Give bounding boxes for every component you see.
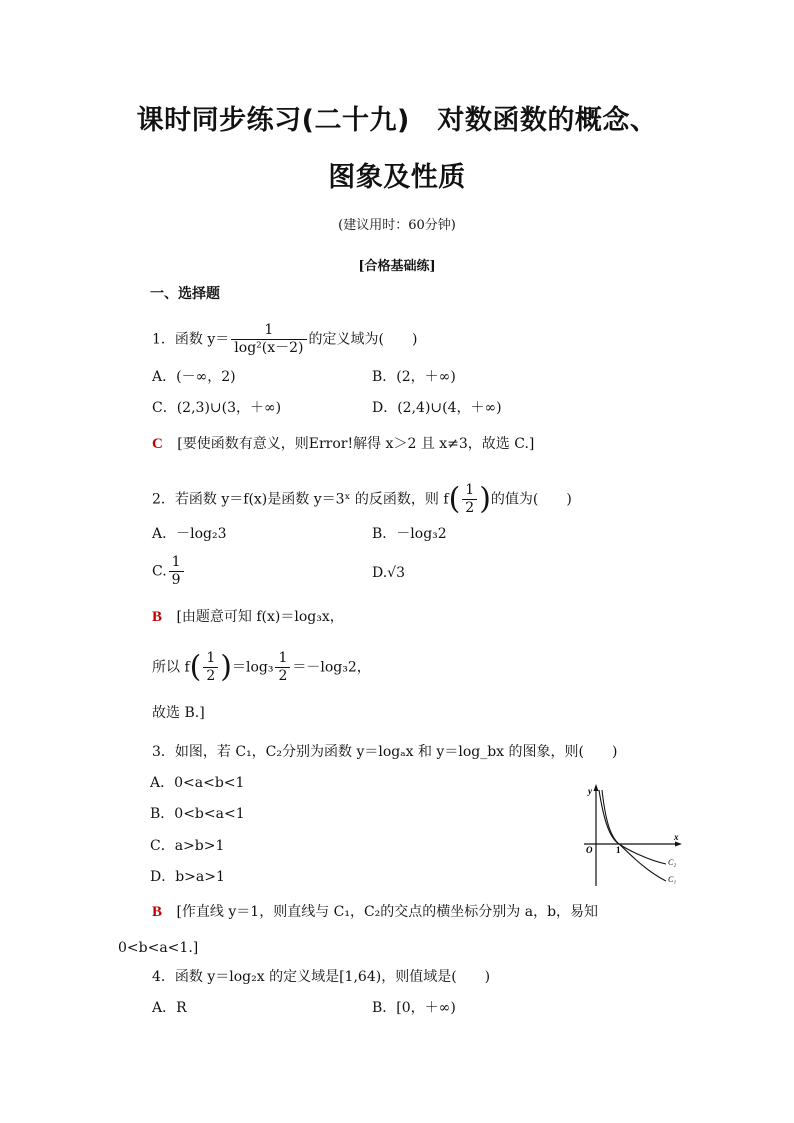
q2-option-c-num: 1 (171, 554, 181, 570)
q2-frac-den: 2 (462, 499, 477, 517)
page-title-line1: 课时同步练习(二十九) 对数函数的概念、 (136, 105, 658, 136)
y-axis-arrow-icon (594, 784, 599, 791)
q2-exp2-frac2-den: 2 (275, 667, 290, 685)
q1-option-d: D．(2,4)∪(4，＋∞) (372, 400, 502, 416)
q2-option-c-fraction (169, 554, 184, 589)
q4-option-b: B．[0，＋∞) (372, 1000, 456, 1016)
question-2-stem: 2．若函数 y＝f(x)是函数 y＝3ˣ 的反函数，则 f( $\frac{1}{2}$ )的值为( ) (152, 481, 572, 517)
q3-explanation-1: [作直线 y＝1，则直线与 C₁，C₂的交点的横坐标分别为 a，b，易知 (176, 904, 599, 920)
question-4-stem: 4．函数 y＝log₂x 的定义域是[1,64)，则值域是( ) (152, 969, 491, 985)
question-3-stem: 3．如图，若 C₁，C₂分别为函数 y＝logₐx 和 y＝log_bx 的图象，则( ) (152, 744, 618, 760)
q3-option-d: D．b>a>1 (150, 869, 225, 885)
q1-option-c: C．(2,3)∪(3，＋∞) (152, 400, 282, 416)
q2-fraction (462, 482, 477, 517)
q2-prefix: 2．若函数 y＝f(x)是函数 y＝3ˣ 的反函数，则 f (152, 491, 449, 508)
q1-frac-den: log²(x－2) (231, 339, 306, 357)
q1-option-a: A．(－∞，2) (152, 369, 236, 385)
page-title-line2: 图象及性质 (328, 162, 466, 193)
graph-x-label: x (674, 832, 679, 842)
q3-option-c: C．a>b>1 (150, 838, 225, 854)
q1-answer: C (152, 436, 163, 452)
q2-exp2-frac-num: 1 (206, 650, 216, 666)
q3-graph (578, 782, 684, 890)
graph-one-label: 1 (616, 845, 621, 855)
q2-suffix: 的值为( ) (490, 491, 572, 508)
question-1-stem (152, 322, 417, 357)
q2-answer: B (152, 609, 163, 625)
q2-option-a: A．－log₂3 (152, 526, 227, 542)
q2-option-c-den: 9 (169, 571, 184, 589)
q1-answer-line (152, 434, 534, 454)
q2-exp2-fraction-2 (275, 650, 290, 685)
q2-option-d: D.√3 (372, 565, 406, 581)
q4-option-a: A．R (152, 1000, 187, 1016)
q2-explanation-1: [由题意可知 f(x)＝log₃x， (176, 609, 344, 625)
q2-exp2-prefix: 所以 f (152, 659, 190, 676)
graph-c2-label: C₂ (668, 858, 677, 867)
q3-explanation-2: 0<b<a<1.] (118, 940, 199, 956)
q2-exp2-mid: ＝log₃ (232, 659, 274, 676)
q3-answer-line (152, 902, 598, 922)
q1-prefix: 1．函数 y＝ (152, 331, 230, 348)
graph-y-label: y (588, 786, 592, 796)
q2-explanation-3: 故选 B.] (152, 705, 205, 721)
q2-exp2-frac-den: 2 (203, 667, 218, 685)
q2-option-b: B．－log₃2 (372, 526, 447, 542)
q3-answer: B (152, 904, 163, 920)
q2-answer-line (152, 607, 344, 627)
q2-exp2-suffix: ＝－log₃2， (292, 659, 371, 676)
q2-option-c-label: C. (152, 563, 167, 580)
q3-option-a: A．0<a<b<1 (150, 775, 245, 791)
q1-explanation: [要使函数有意义，则Error!解得 x＞2 且 x≠3，故选 C.] (177, 436, 535, 452)
q3-option-b: B．0<b<a<1 (150, 806, 245, 822)
q1-frac-num: 1 (264, 322, 274, 338)
q2-frac-num: 1 (465, 482, 475, 498)
q2-explanation-2: 所以 f( $\frac{1}{2}$ )＝log₃ $\frac{1}{2}$ ＝－log₃2， (152, 649, 371, 685)
q2-exp2-fraction-1 (203, 650, 218, 685)
x-axis-arrow-icon (675, 842, 682, 847)
graph-c1-label: C₁ (668, 875, 677, 884)
q1-suffix: 的定义域为( ) (308, 331, 418, 348)
q1-option-b: B．(2，＋∞) (372, 369, 456, 385)
graph-origin-label: O (586, 845, 593, 855)
section-tag: [合格基础练] (358, 259, 436, 274)
q2-option-c (152, 554, 186, 589)
time-note: (建议用时：60分钟) (338, 218, 456, 233)
q2-exp2-frac2-num: 1 (278, 650, 288, 666)
section-heading: 一、选择题 (150, 286, 220, 302)
q1-fraction (231, 322, 306, 357)
